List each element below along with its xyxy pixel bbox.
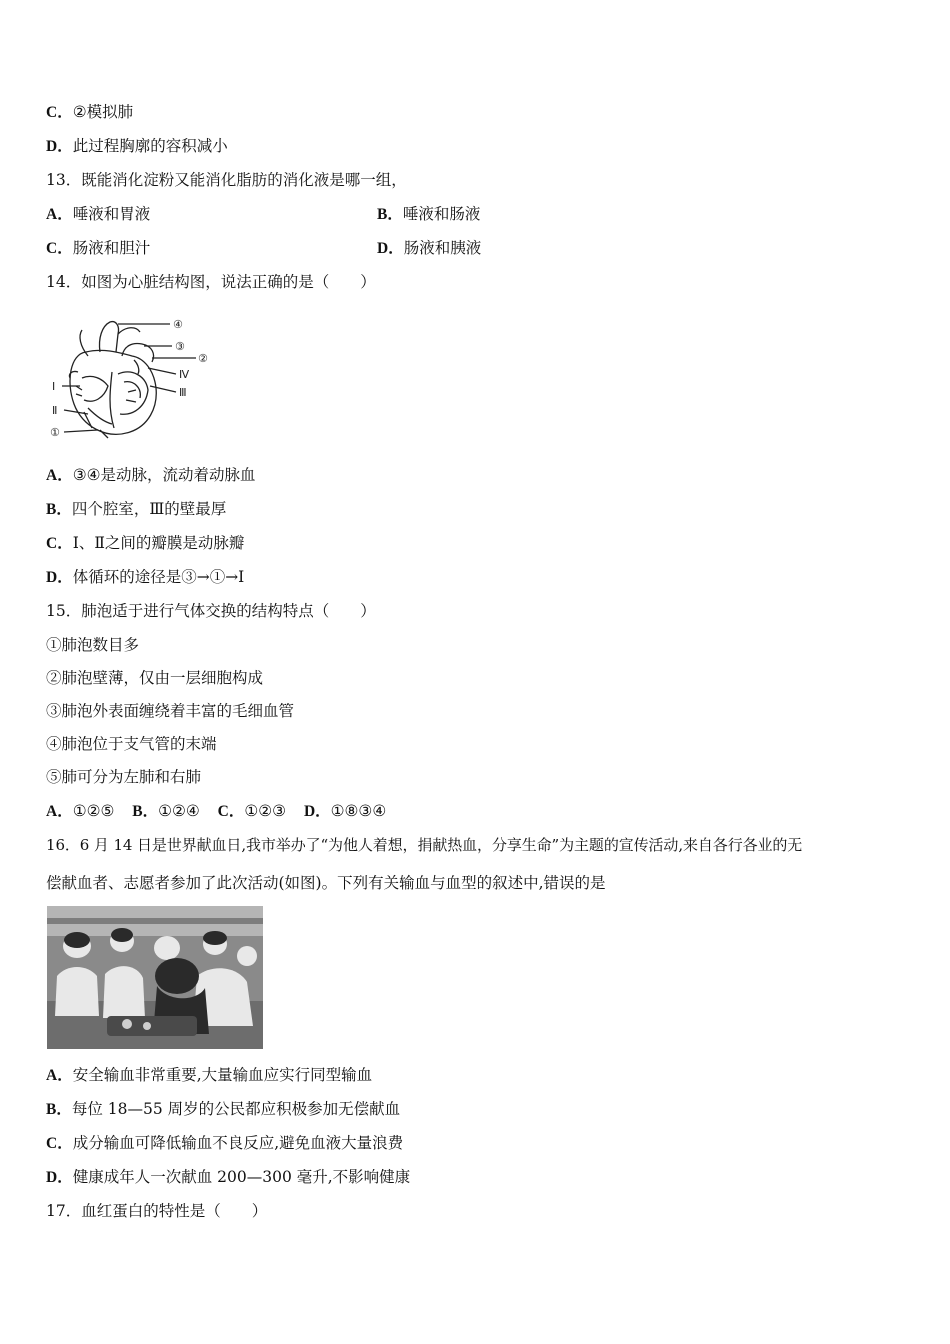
option-letter: D． bbox=[46, 569, 73, 586]
q14-option-d bbox=[46, 567, 244, 588]
q12-option-d bbox=[46, 136, 228, 157]
option-text: ①②③ bbox=[244, 802, 287, 820]
option-text: 成分输血可降低输血不良反应,避免血液大量浪费 bbox=[72, 1134, 404, 1152]
option-text: 安全输血非常重要,大量输血应实行同型输血 bbox=[72, 1066, 373, 1084]
q14-option-c bbox=[46, 533, 244, 554]
option-text: 四个腔室，Ⅲ的壁最厚 bbox=[71, 500, 227, 518]
q13-option-a bbox=[46, 204, 150, 225]
question-15-stem: 15．肺泡适于进行气体交换的结构特点（ ） bbox=[46, 602, 376, 620]
q15-statement-1: ①肺泡数目多 bbox=[46, 636, 140, 654]
question-16-stem-line-1: 16．6 月 14 日是世界献血日,我市举办了“为他人着想，捐献热血，分享生命”为主题的宣传活动,来自各行各业的无 bbox=[46, 836, 803, 854]
heart-label-4: ④ bbox=[173, 318, 183, 331]
option-letter: C． bbox=[217, 803, 245, 820]
q16-option-c bbox=[46, 1133, 403, 1154]
option-letter: A． bbox=[46, 1067, 73, 1084]
heart-label-IV: Ⅳ bbox=[179, 368, 190, 381]
option-letter: A． bbox=[46, 467, 73, 484]
option-letter: C． bbox=[46, 240, 73, 257]
q12-option-c bbox=[46, 102, 133, 123]
q13-option-d bbox=[377, 238, 481, 259]
heart-label-3: ③ bbox=[175, 340, 185, 353]
option-text: 肠液和胆汁 bbox=[72, 239, 151, 257]
option-letter: C． bbox=[46, 104, 73, 121]
question-16-stem-line-2: 偿献血者、志愿者参加了此次活动(如图)。下列有关输血与血型的叙述中,错误的是 bbox=[46, 874, 606, 892]
option-letter: A． bbox=[46, 803, 73, 820]
q14-option-b bbox=[46, 499, 226, 520]
option-letter: B． bbox=[46, 501, 72, 518]
option-letter: C． bbox=[46, 1135, 73, 1152]
q14-option-a bbox=[46, 465, 256, 486]
option-text: 体循环的途径是③→①→Ⅰ bbox=[72, 568, 245, 586]
option-text: 每位 18—55 周岁的公民都应积极参加无偿献血 bbox=[71, 1100, 401, 1118]
q15-options-row bbox=[46, 801, 386, 822]
option-text: ①②④ bbox=[158, 802, 200, 820]
q16-option-b bbox=[46, 1099, 400, 1120]
q15-statement-4: ④肺泡位于支气管的末端 bbox=[46, 735, 217, 753]
option-text: 此过程胸廓的容积减小 bbox=[72, 137, 228, 155]
option-text: 健康成年人一次献血 200—300 毫升,不影响健康 bbox=[72, 1168, 411, 1186]
option-text: ①⑧③④ bbox=[330, 802, 387, 820]
q15-statement-5: ⑤肺可分为左肺和右肺 bbox=[46, 768, 202, 786]
option-text: Ⅰ、Ⅱ之间的瓣膜是动脉瓣 bbox=[72, 534, 245, 552]
q13-option-b bbox=[377, 204, 480, 225]
q15-statement-3: ③肺泡外表面缠绕着丰富的毛细血管 bbox=[46, 702, 295, 720]
option-text: 唾液和胃液 bbox=[72, 205, 151, 223]
heart-label-I: Ⅰ bbox=[52, 380, 56, 393]
q16-option-d bbox=[46, 1167, 410, 1188]
heart-structure-diagram bbox=[48, 312, 218, 444]
heart-label-1: ① bbox=[50, 426, 60, 439]
option-letter: D． bbox=[46, 1169, 73, 1186]
option-text: ①②⑤ bbox=[72, 802, 115, 820]
option-letter: B． bbox=[46, 1101, 72, 1118]
heart-label-III: Ⅲ bbox=[179, 386, 187, 399]
option-letter: D． bbox=[46, 138, 73, 155]
option-letter: D． bbox=[303, 803, 331, 820]
option-text: 唾液和肠液 bbox=[402, 205, 481, 223]
option-letter: B． bbox=[377, 206, 403, 223]
question-17-stem: 17．血红蛋白的特性是（ ） bbox=[46, 1202, 268, 1220]
heart-label-II: Ⅱ bbox=[52, 404, 58, 417]
q13-option-c bbox=[46, 238, 150, 259]
heart-label-2: ② bbox=[198, 352, 208, 365]
question-13-stem: 13．既能消化淀粉又能消化脂肪的消化液是哪一组， bbox=[46, 171, 407, 189]
option-letter: C． bbox=[46, 535, 73, 552]
q16-option-a bbox=[46, 1065, 372, 1086]
q15-statement-2: ②肺泡壁薄，仅由一层细胞构成 bbox=[46, 669, 264, 687]
option-text: 肠液和胰液 bbox=[403, 239, 482, 257]
option-text: ③④是动脉，流动着动脉血 bbox=[72, 466, 256, 484]
option-letter: B． bbox=[132, 803, 159, 820]
question-14-stem: 14．如图为心脏结构图，说法正确的是（ ） bbox=[46, 273, 376, 291]
option-text: ②模拟肺 bbox=[72, 103, 134, 121]
option-letter: A． bbox=[46, 206, 73, 223]
blood-donation-photo bbox=[47, 906, 263, 1049]
option-letter: D． bbox=[377, 240, 404, 257]
